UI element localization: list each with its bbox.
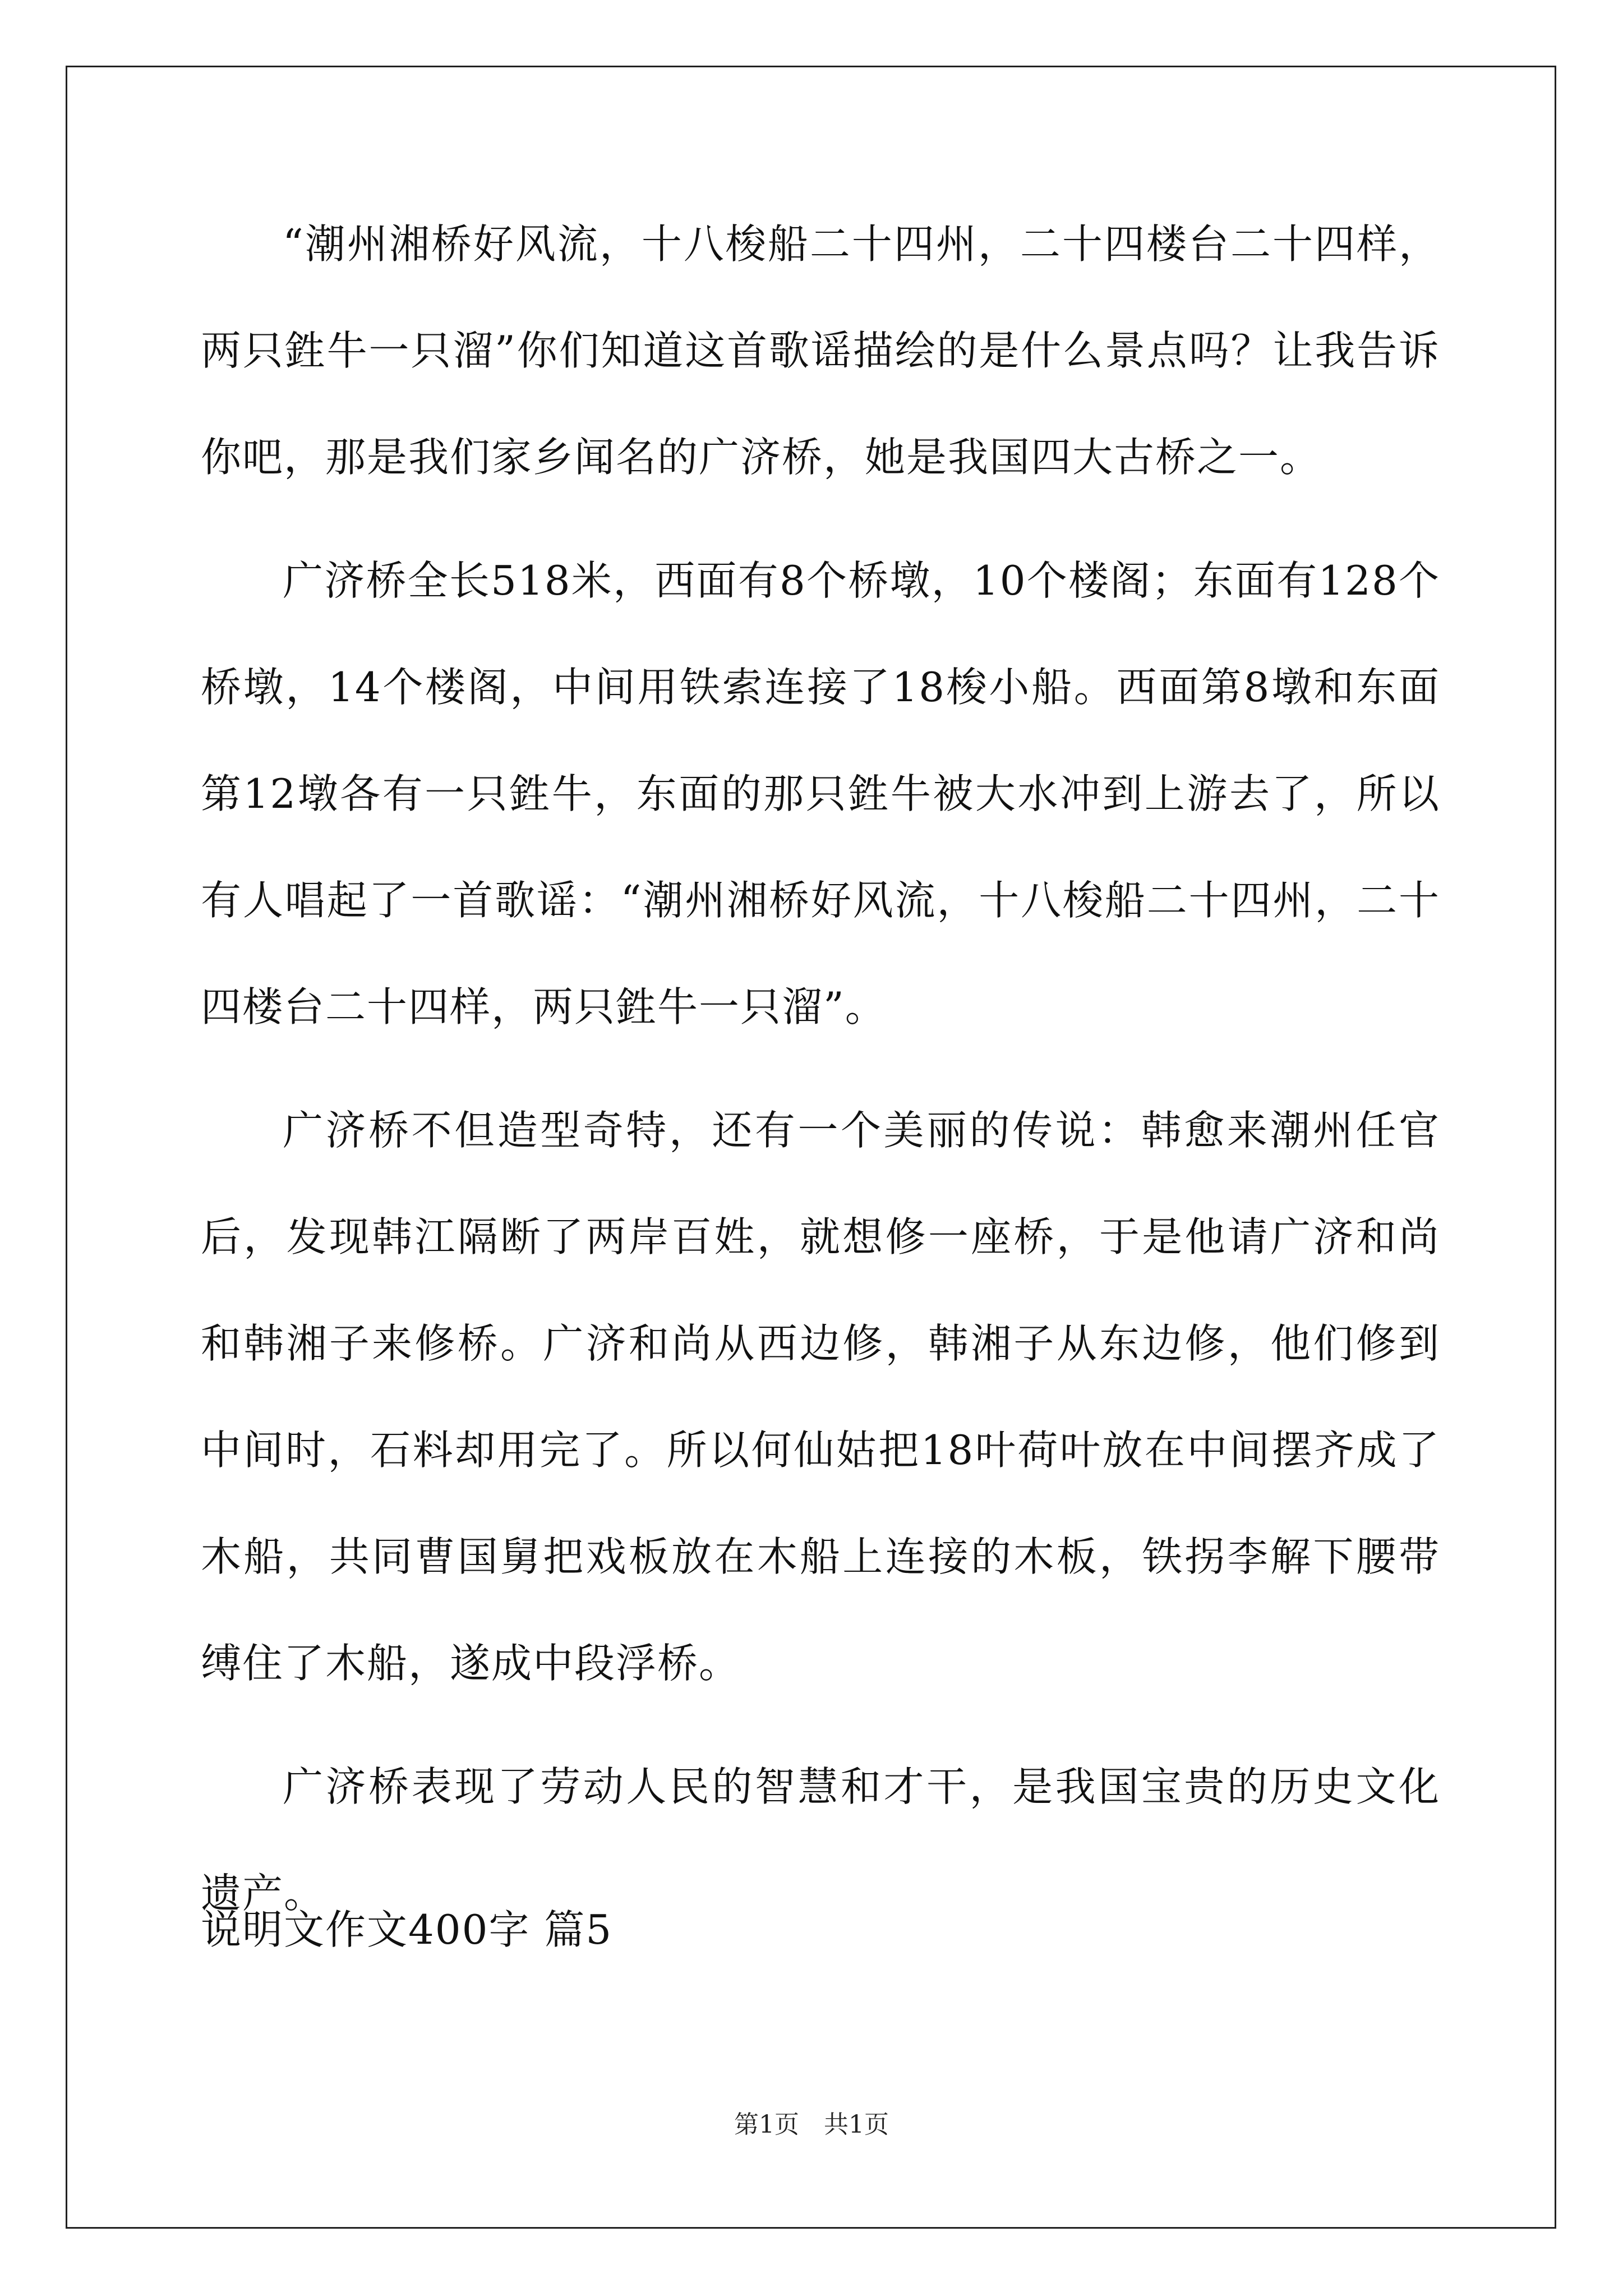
paragraph-4: 广济桥表现了劳动人民的智慧和才干，是我国宝贵的历史文化遗产。: [201, 1763, 1440, 1917]
page-footer: 第1页 共1页: [734, 2110, 889, 2139]
document-body: [201, 191, 1440, 1947]
section-heading: 说明文作文400字 篇5: [201, 1906, 613, 1953]
paragraph-2: 广济桥全长518米，西面有8个桥墩，10个楼阁；东面有128个桥墩，14个楼阁，中间用铁索连接了18梭小船。西面第8墩和东面第12墩各有一只鉎牛，东面的那只鉎牛被大水冲到上游去了，所以有人唱起了一首歌谣：“潮州湘桥好风流，十八梭船二十四州，二十四楼台二十四样，两只鉎牛一只溜”。: [201, 557, 1440, 1030]
paragraph-3: 广济桥不但造型奇特，还有一个美丽的传说：韩愈来潮州任官后，发现韩江隔断了两岸百姓，就想修一座桥，于是他请广济和尚和韩湘子来修桥。广济和尚从西边修，韩湘子从东边修，他们修到中间时，石料却用完了。所以何仙姑把18叶荷叶放在中间摆齐成了木船，共同曹国舅把戏板放在木船上连接的木板，铁拐李解下腰带缚住了木船，遂成中段浮桥。: [201, 1107, 1440, 1687]
paragraph-1: “潮州湘桥好风流，十八梭船二十四州，二十四楼台二十四样，两只鉎牛一只溜”你们知道这首歌谣描绘的是什么景点吗？让我告诉你吧，那是我们家乡闻名的广济桥，她是我国四大古桥之一。: [201, 220, 1440, 481]
